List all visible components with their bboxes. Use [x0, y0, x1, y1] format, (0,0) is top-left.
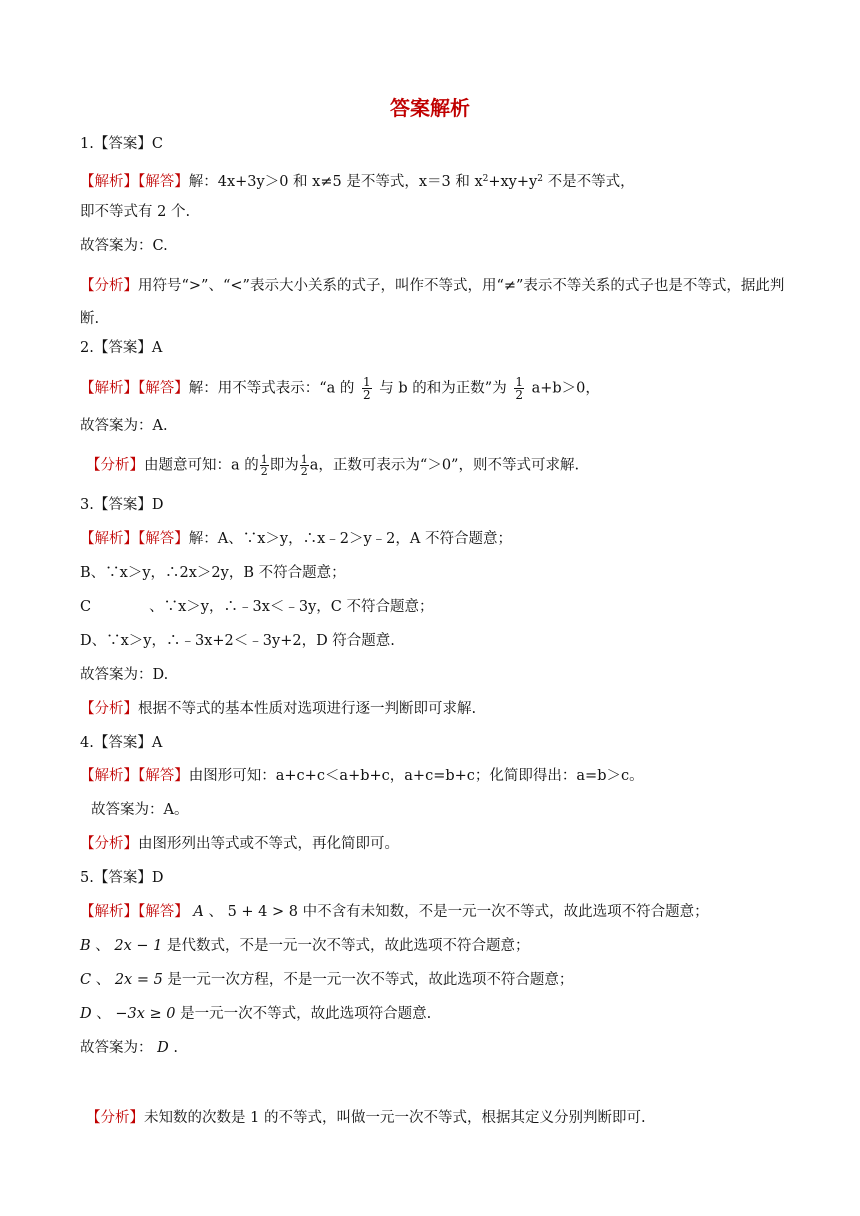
q5-analysis: 【分析】未知数的次数是 1 的不等式，叫做一元一次不等式，根据其定义分别判断即可. [86, 1110, 646, 1126]
q1-analysis: 【分析】用符号“>”、“<”表示大小关系的式子，叫作不等式，用“≠”表示不等关系的式子也是不等式，据此判断. [80, 278, 785, 327]
q2-solution: 【解析】【解答】解：用不等式表示：“a 的 $\frac{1}{2}$ 与 b 的和为正数”为 $\frac{1}{2}$ a+b＞0， [80, 375, 600, 402]
fraction-half: $\frac{1}{2}$ [363, 375, 371, 402]
q5-option-c: C 、 2x = 5 是一元一次方程，不是一元一次不等式，故此选项不符合题意； [80, 972, 574, 988]
q3-solution-b: B、∵x＞y，∴2x＞2y，B 不符合题意； [80, 565, 346, 581]
q5-analysis-tag: 【分析】 [86, 1110, 144, 1126]
q4-answer: 4.【答案】A [80, 735, 163, 751]
q2-analysis-tag: 【分析】 [86, 457, 144, 474]
page-title: 答案解析 [390, 96, 470, 120]
fraction-half: $\frac{1}{2}$ [300, 453, 308, 478]
q1-solution-tag: 【解析】【解答】 [80, 174, 189, 190]
q3-final-answer: 故答案为：D. [80, 667, 169, 683]
q3-solution-a: 【解析】【解答】解：A、∵x＞y，∴x﹣2＞y﹣2，A 不符合题意； [80, 531, 512, 547]
q5-option-b: B 、 2x − 1 是代数式，不是一元一次不等式，故此选项不符合题意； [80, 938, 530, 954]
q5-solution-tag: 【解析】【解答】 [80, 904, 189, 920]
q3-solution-c: C 、∵x＞y，∴﹣3x＜﹣3y，C 不符合题意； [80, 599, 434, 615]
q4-solution: 【解析】【解答】由图形可知：a+c+c＜a+b+c，a+c=b+c；化简即得出：a=b＞c。 [80, 768, 644, 784]
q4-analysis: 【分析】由图形列出等式或不等式，再化简即可。 [80, 836, 399, 852]
q3-solution-tag: 【解析】【解答】 [80, 531, 189, 547]
q3-analysis-tag: 【分析】 [80, 701, 138, 717]
q3-analysis: 【分析】根据不等式的基本性质对选项进行逐一判断即可求解. [80, 701, 477, 717]
fraction-half: $\frac{1}{2}$ [515, 375, 523, 402]
q1-count: 即不等式有 2 个. [80, 204, 191, 220]
q4-solution-tag: 【解析】【解答】 [80, 768, 189, 784]
q3-solution-d: D、∵x＞y，∴﹣3x+2＜﹣3y+2，D 符合题意. [80, 633, 395, 649]
q2-solution-tag: 【解析】【解答】 [80, 380, 189, 397]
q2-final-answer: 故答案为：A. [80, 418, 168, 434]
q5-option-a: 【解析】【解答】 A 、 5 + 4 > 8 中不含有未知数，不是一元一次不等式，故此选项不符合题意； [80, 904, 709, 920]
q4-analysis-tag: 【分析】 [80, 836, 138, 852]
q5-answer: 5.【答案】D [80, 870, 164, 886]
q2-analysis: 【分析】由题意可知：a 的 $\frac{1}{2}$ 即为 $\frac{1}{2}$ a，正数可表示为“＞0”，则不等式可求解. [86, 453, 580, 478]
q4-final-answer: 故答案为：A。 [91, 802, 189, 818]
q1-analysis-tag: 【分析】 [80, 278, 138, 294]
q2-answer: 2.【答案】A [80, 340, 163, 356]
q5-final-answer: 故答案为： D . [80, 1040, 178, 1056]
q1-solution: 【解析】【解答】解：4x+3y＞0 和 x≠5 是不等式，x＝3 和 $x^2+xy+y^2$ 不是不等式， [80, 174, 635, 190]
fraction-half: $\frac{1}{2}$ [260, 453, 268, 478]
q1-answer: 1.【答案】C [80, 136, 163, 152]
q5-option-d: D 、 −3x ≥ 0 是一元一次不等式，故此选项符合题意. [80, 1006, 432, 1022]
q3-answer: 3.【答案】D [80, 497, 164, 513]
q1-final-answer: 故答案为：C. [80, 238, 168, 254]
